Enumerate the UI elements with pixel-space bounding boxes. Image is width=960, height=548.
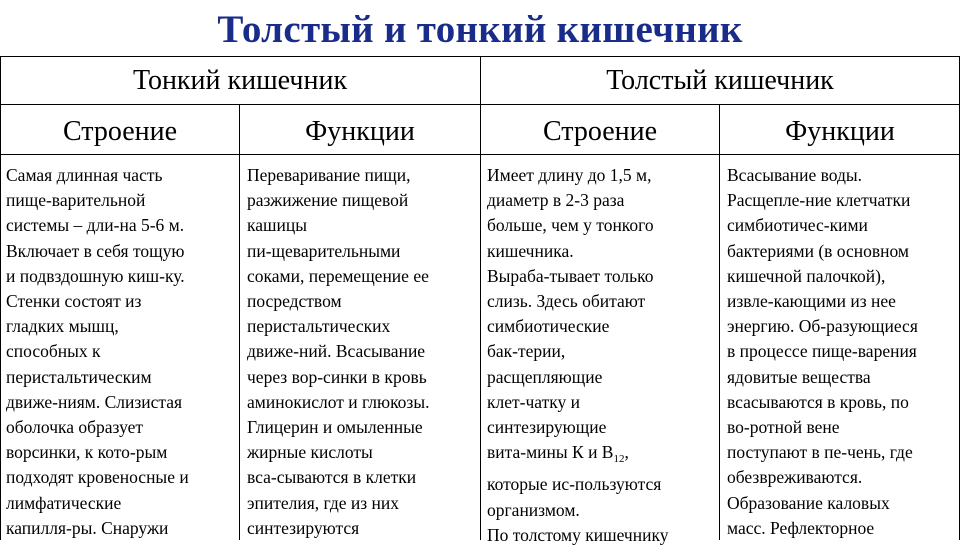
cell-line: Всасывание воды.	[727, 165, 863, 185]
cell-small-structure	[6, 163, 189, 541]
cell-line: перистальтических	[247, 316, 391, 337]
subheader-small-functions: Функции	[305, 116, 415, 147]
cell-line: больше, чем у тонкого	[487, 215, 654, 236]
cell-line: всасываются в кровь, по	[727, 391, 909, 412]
cell-line: Самая длинная часть	[6, 165, 163, 185]
cell-small-functions	[247, 163, 429, 541]
cell-line: движе-ниям. Слизистая	[6, 391, 183, 412]
cell-line: оболочка образует	[6, 417, 144, 438]
cell-line: масс. Рефлекторное	[727, 517, 875, 538]
cell-line: бак-терии,	[487, 341, 566, 362]
cell-line: которые ис-пользуются	[487, 474, 662, 495]
cell-line: Глицерин и омыленные	[247, 417, 423, 438]
column-divider-1	[239, 104, 240, 540]
cell-line: движе-ний. Всасывание	[247, 341, 426, 362]
cell-line: Стенки состоят из	[6, 291, 142, 312]
cell-line: гладких мышц,	[6, 316, 119, 337]
cell-line: ядовитые вещества	[727, 366, 871, 387]
header-large-intestine: Толстый кишечник	[606, 65, 834, 96]
cell-line: кашицы	[247, 215, 307, 236]
cell-line: симбиотичес-кими	[727, 215, 868, 236]
cell-line: синтезируются	[247, 517, 360, 538]
cell-line: разжижение пищевой	[247, 190, 409, 211]
cell-line: симбиотические	[487, 316, 610, 337]
cell-line: аминокислот и глюкозы.	[247, 391, 430, 412]
cell-line: перистальтическим	[6, 366, 152, 387]
cell-line: подходят кровеносные и	[6, 467, 189, 488]
vitamin-line: вита-мины К и $В_{12}$,	[487, 442, 629, 466]
cell-line: способных к	[6, 341, 101, 362]
cell-line: энергию. Об-разующиеся	[727, 316, 918, 337]
cell-line: во-ротной вене	[727, 417, 840, 438]
subheader-large-structure: Строение	[542, 116, 658, 147]
cell-line: системы – дли-на 5-6 м.	[6, 215, 185, 236]
cell-line: поступают в пе-чень, где	[727, 442, 913, 463]
cell-line: лимфатические	[6, 492, 122, 513]
comparison-table	[0, 56, 960, 545]
subheader-large-functions: Функции	[785, 116, 895, 147]
cell-line: соками, перемещение ее	[247, 265, 429, 286]
cell-line: обезвреживаются.	[727, 467, 863, 488]
cell-line: пище-варительной	[6, 190, 146, 211]
cell-line: кишечной палочкой),	[727, 265, 886, 286]
cell-line: посредством	[247, 291, 342, 312]
cell-line: кишечника.	[487, 240, 574, 261]
cell-line: расщепляющие	[487, 366, 603, 387]
cell-line: клет-чатку и	[487, 391, 580, 412]
cell-line: жирные кислоты	[247, 442, 373, 463]
cell-line: Переваривание пищи,	[247, 165, 411, 185]
cell-line: диаметр в 2-3 раза	[487, 190, 625, 211]
cell-line: и подвздошную киш-ку.	[6, 265, 185, 286]
cell-line: слизь. Здесь обитают	[487, 291, 646, 312]
cell-line: пи-щеварительными	[247, 240, 401, 261]
cell-line: Выраба-тывает только	[487, 265, 654, 286]
subheader-small-structure: Строение	[62, 116, 178, 147]
cell-large-functions	[727, 163, 918, 541]
cell-line: бактериями (в основном	[727, 240, 909, 261]
cell-line: синтезирующие	[487, 417, 607, 438]
cell-line: через вор-синки в кровь	[247, 366, 427, 387]
cell-large-structure	[487, 163, 668, 548]
cell-line: Имеет длину до 1,5 м,	[487, 165, 652, 185]
cell-line: в процессе пище-варения	[727, 341, 917, 362]
cell-line: извле-кающими из нее	[727, 291, 896, 312]
cell-line: капилля-ры. Снаружи	[6, 517, 169, 538]
cell-line: Расщепле-ние клетчатки	[727, 190, 911, 211]
cell-line: ворсинки, к кото-рым	[6, 442, 168, 463]
column-divider-3	[719, 104, 720, 540]
cell-line: Образование каловых	[727, 492, 890, 513]
slide-title: Толстый и тонкий кишечник	[217, 8, 743, 51]
cell-line: организмом.	[487, 499, 580, 520]
cell-line: Включает в себя тощую	[6, 240, 185, 261]
header-small-intestine: Тонкий кишечник	[132, 65, 348, 96]
cell-line: вса-сываются в клетки	[247, 467, 417, 488]
cell-line: эпителия, где из них	[247, 492, 400, 513]
cell-line: По толстому кишечнику	[487, 524, 669, 545]
